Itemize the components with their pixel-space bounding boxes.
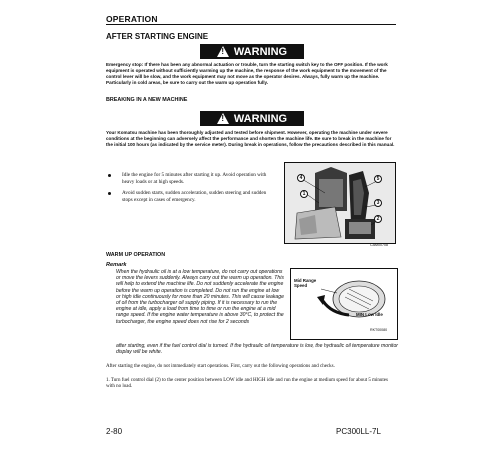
- bullet-item-1: Idle the engine for 5 minutes after starting it up. Avoid operation with heavy loads or at high speeds.: [108, 172, 270, 186]
- remark-label: Remark: [106, 262, 127, 268]
- warning-label: WARNING: [233, 45, 288, 58]
- remark-text: When the hydraulic oil is at a low temperature, do not carry out operations or move the levers suddenly. Always carry out the warm up operation. This will help to extend the machine life. Do not suddenly accelerate the engine before the warm up operation is completed. Do not run the engine at low or high idle continuously for more than 20 minutes. This will cause leakage of oil from the turbocharger oil supply piping. If it is necessary to run the engine at idle, apply a load from time to time or run the engine at a mid range speed. If the engine water temperature is above 30°C, to protect the turbocharger, the engine speed does not rise for 2 seconds: [116, 269, 284, 325]
- warning-text-2: Your Komatsu machine has been thoroughly adjusted and tested before shipment. However, operating the machine under severe conditions at the beginning can adversely affect the performance and shorten the machine life. Be sure to break in the machine for the initial 100 hours (as indicated by the service meter). During break in operations, follow the precautions described in this manual.: [106, 130, 395, 147]
- warning-triangle-icon: !: [217, 46, 229, 57]
- figure2-code: RKT00080: [370, 328, 388, 332]
- bullet-icon: [108, 192, 111, 195]
- callout-5: 5: [374, 175, 382, 183]
- bullet-icon: [108, 174, 111, 177]
- min-low-idle-label: MIN Low Idle: [356, 312, 383, 317]
- remark-text-continued: after starting, even if the fuel control dial is turned. If the hydraulic oil temperature is low, the hydraulic oil temperature monitor display will be white.: [116, 343, 398, 356]
- callout-3: 3: [374, 199, 382, 207]
- callout-2: 2: [374, 215, 382, 223]
- break-in-heading: BREAKING IN A NEW MACHINE: [106, 97, 188, 103]
- warm-up-intro: After starting the engine, do not immediately start operations. First, carry out the following operations and checks.: [106, 364, 335, 369]
- page-title: AFTER STARTING ENGINE: [106, 32, 209, 41]
- mid-range-speed-label: Mid Range Speed: [294, 278, 317, 288]
- warning-banner-2: [200, 111, 304, 126]
- warning-banner-1: [200, 44, 304, 59]
- warning-text-1: Emergency stop: If there has been any abnormal actuation or trouble, turn the starting switch key to the OFF position. If the work equipment is operated without sufficiently warming up the machine, the response of the work equipment to the movement of the control lever will be slow, and the work equipment may not move as the operator desires. Always, fully warm up the machine. Particularly in cold areas, be sure to carry out the warm up operation fully.: [106, 62, 388, 85]
- page-number: 2-80: [106, 427, 123, 436]
- figure-code: CAM00708: [370, 243, 388, 247]
- warning-label: WARNING: [233, 112, 288, 125]
- callout-4: 4: [297, 174, 305, 182]
- section-header: OPERATION: [106, 14, 158, 24]
- header-rule: [106, 24, 396, 25]
- callout-1: 1: [300, 190, 308, 198]
- warm-up-heading: WARM UP OPERATION: [106, 252, 166, 258]
- warning-triangle-icon: !: [217, 113, 229, 124]
- warm-up-step-1: 1. Turn fuel control dial (2) to the center position between LOW idle and HIGH idle and run the engine at medium speed for about 5 minutes with no load.: [106, 378, 388, 390]
- bullet-item-2: Avoid sudden starts, sudden acceleration, sudden steering and sudden stops except in cases of emergency.: [108, 190, 270, 204]
- model-name: PC300LL-7L: [336, 427, 381, 436]
